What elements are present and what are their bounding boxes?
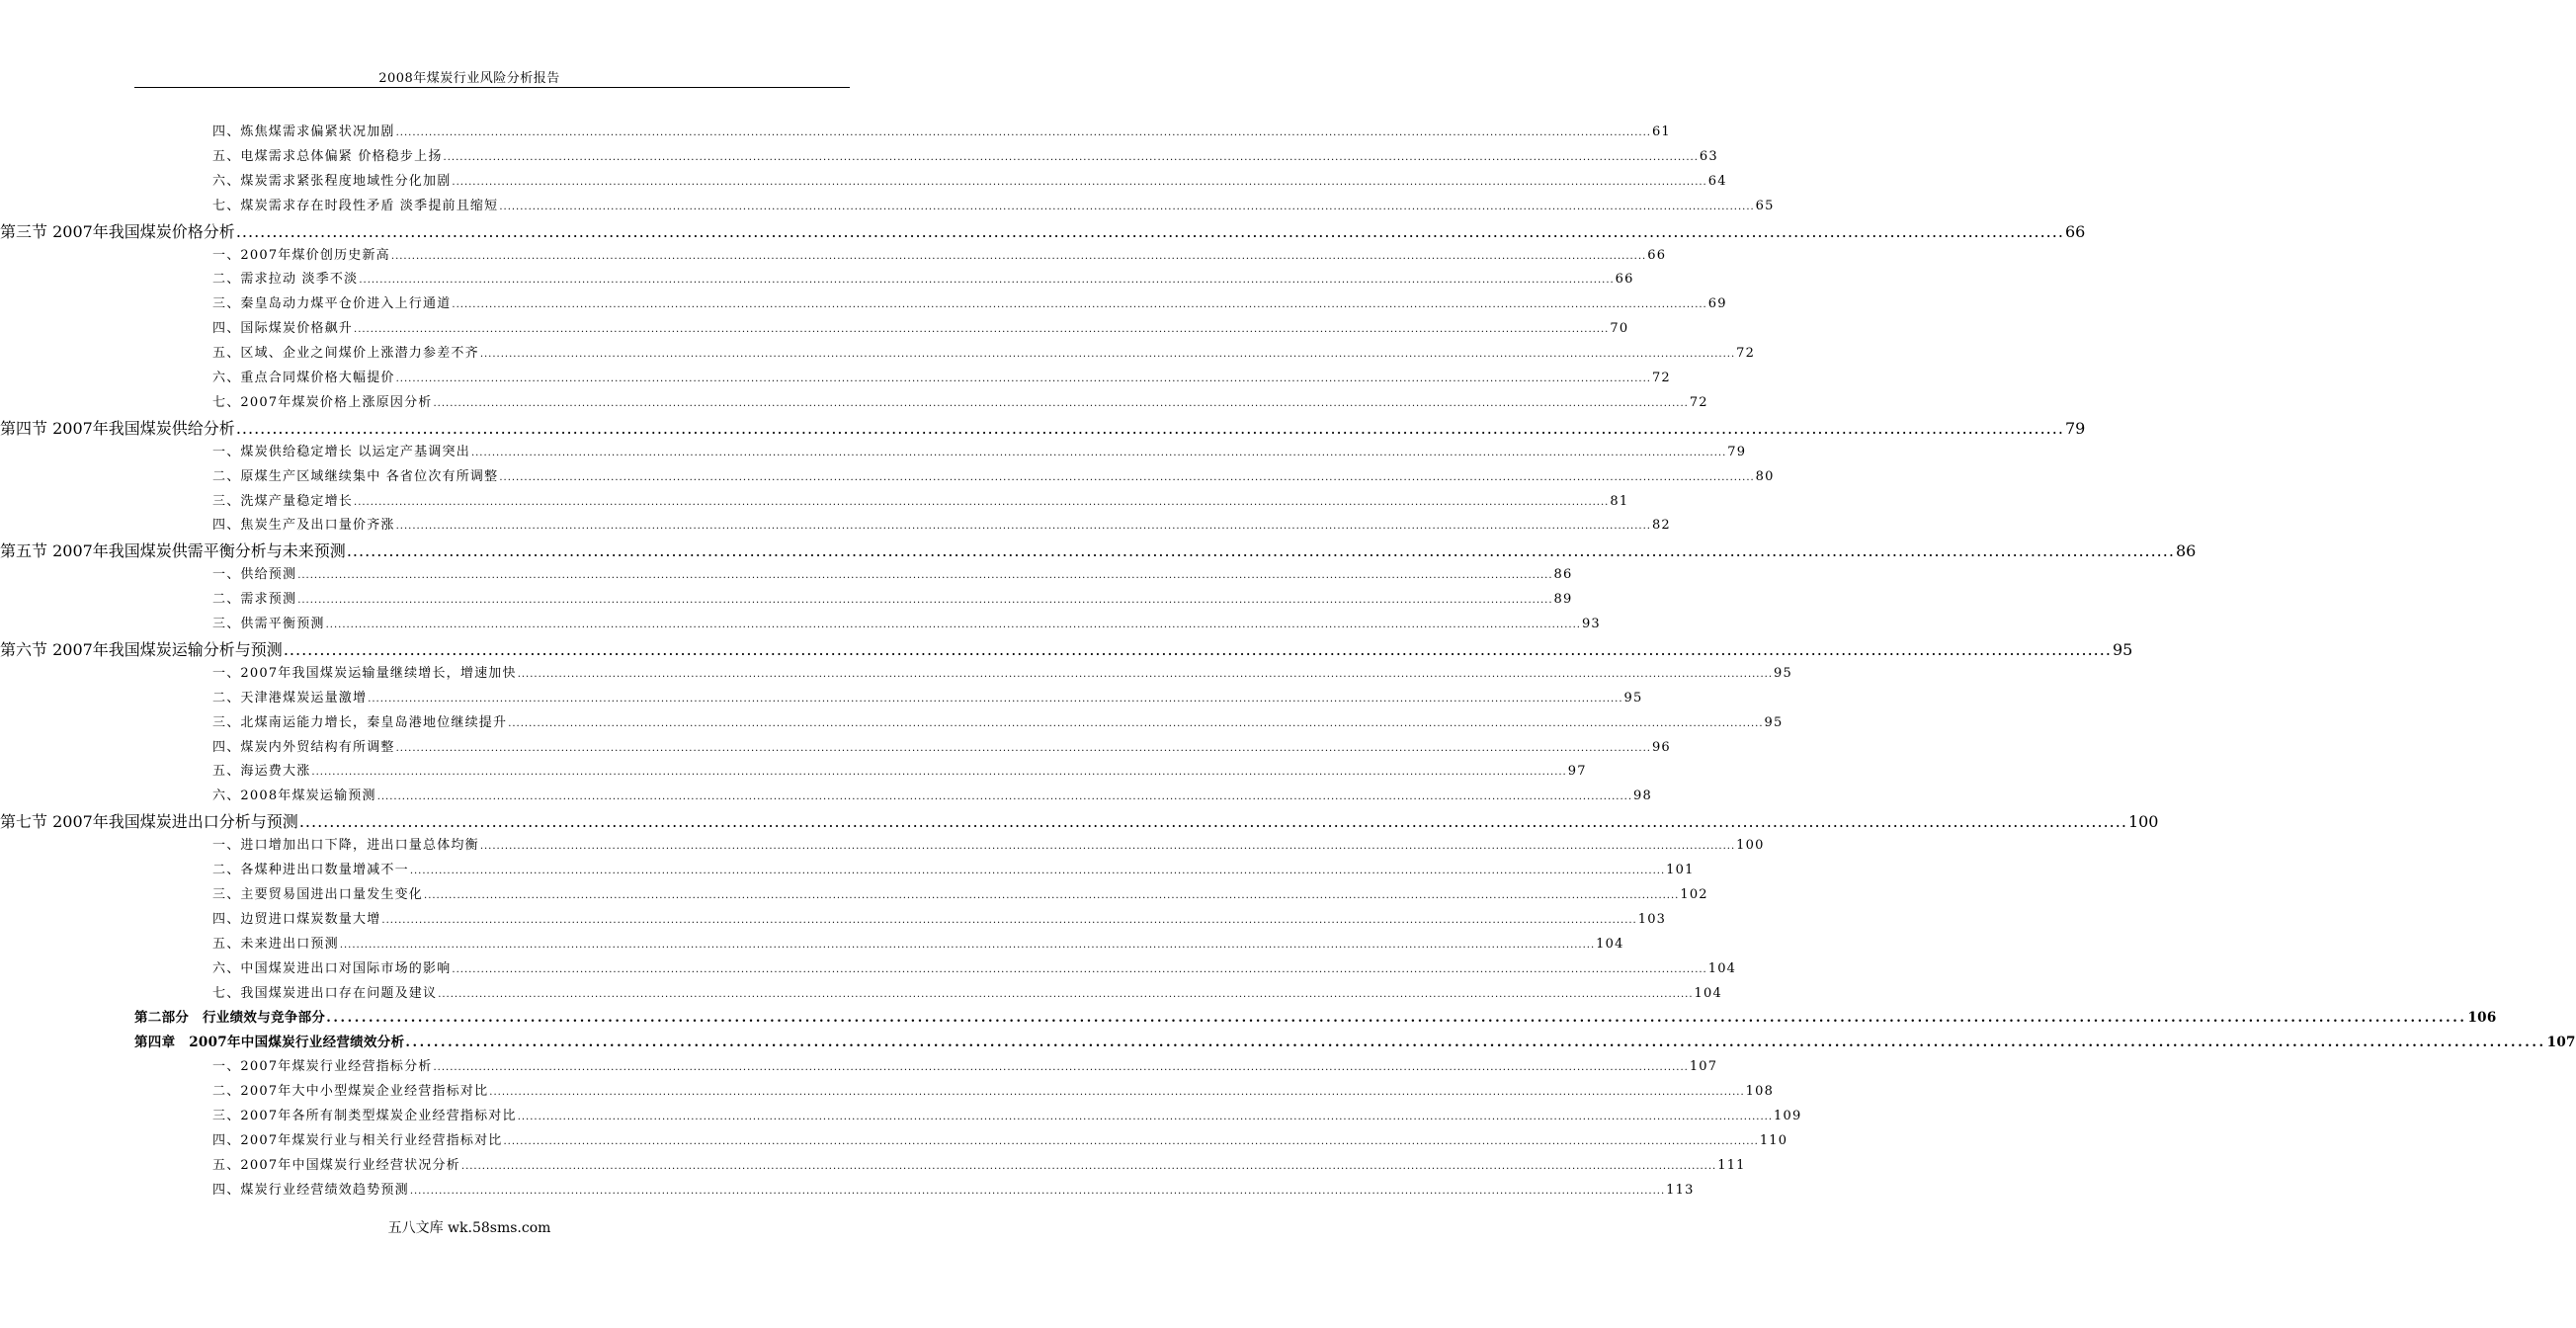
toc-page-number: 100 <box>2127 812 2159 832</box>
toc-dot-leader <box>480 349 1735 361</box>
toc-dot-leader <box>297 595 1552 607</box>
toc-dot-leader <box>499 472 1754 484</box>
toc-item-entry[interactable] <box>212 1129 1788 1148</box>
toc-item-entry[interactable] <box>212 170 1727 189</box>
toc-page-number: 79 <box>2064 418 2086 438</box>
page-footer: 五八文库 wk.58sms.com <box>387 1220 551 1236</box>
toc-dot-leader <box>452 177 1706 189</box>
toc-item-entry[interactable] <box>212 883 1708 902</box>
toc-item-entry[interactable] <box>212 441 1747 459</box>
toc-page-number: 95 <box>1764 714 1784 730</box>
toc-entry-title: 五、海运费大涨 <box>212 764 311 780</box>
toc-item-entry[interactable] <box>212 982 1722 1001</box>
toc-dot-leader <box>391 251 1646 263</box>
toc-entry-title: 三、北煤南运能力增长，秦皇岛港地位继续提升 <box>212 714 508 730</box>
toc-page-number: 65 <box>1755 198 1775 213</box>
toc-entry-title: 第六节 2007年我国煤炭运输分析与预测 <box>0 639 283 659</box>
toc-entry-title: 第四节 2007年我国煤炭供给分析 <box>0 418 235 438</box>
toc-dot-leader <box>396 127 1651 139</box>
toc-page-number: 79 <box>1727 444 1747 459</box>
toc-page-number: 66 <box>1647 247 1667 263</box>
toc-item-entry[interactable] <box>212 1080 1775 1100</box>
toc-page-number: 108 <box>1745 1084 1775 1100</box>
toc-dot-leader <box>452 299 1706 311</box>
toc-dot-leader <box>489 1087 1744 1099</box>
toc-item-entry[interactable] <box>212 687 1643 706</box>
toc-page-number: 95 <box>1774 665 1792 681</box>
toc-entry-title: 三、供需平衡预测 <box>212 617 325 631</box>
toc-entry-title: 一、2007年煤炭行业经营指标分析 <box>212 1059 433 1075</box>
toc-item-entry[interactable] <box>212 711 1784 730</box>
toc-entry-title: 五、电煤需求总体偏紧 价格稳步上扬 <box>212 148 443 164</box>
toc-page-number: 111 <box>1717 1157 1746 1173</box>
toc-entry-title: 一、2007年煤价创历史新高 <box>212 247 390 263</box>
toc-section-entry[interactable] <box>0 539 2196 561</box>
toc-page-number: 69 <box>1707 296 1727 312</box>
toc-entry-title: 五、2007年中国煤炭行业经营状况分析 <box>212 1157 460 1173</box>
toc-dot-leader <box>359 275 1614 287</box>
toc-page-number: 80 <box>1755 468 1775 484</box>
toc-entry-title: 二、各煤种进出口数量增减不一 <box>212 863 409 877</box>
toc-entry-title: 六、2008年煤炭运输预测 <box>212 788 376 804</box>
toc-section-entry[interactable] <box>0 416 2085 439</box>
toc-dot-leader <box>508 718 1763 730</box>
toc-dot-leader <box>452 964 1706 976</box>
toc-dot-leader <box>396 521 1651 533</box>
toc-dot-leader <box>424 890 1679 902</box>
toc-dot-leader <box>444 152 1699 164</box>
toc-entry-title: 第二部分 行业绩效与竞争部分 <box>134 1010 326 1027</box>
toc-page-number: 102 <box>1680 886 1708 902</box>
toc-item-entry[interactable] <box>212 908 1667 927</box>
toc-entry-title: 一、煤炭供给稳定增长 以运定产基调突出 <box>212 444 470 459</box>
toc-page-number: 89 <box>1553 592 1573 608</box>
toc-page-number: 72 <box>1689 394 1708 410</box>
toc-entry-title: 第三节 2007年我国煤炭价格分析 <box>0 221 235 241</box>
toc-page-number: 95 <box>2112 639 2133 659</box>
toc-dot-leader <box>354 497 1609 509</box>
toc-dot-leader <box>340 940 1595 952</box>
toc-item-entry[interactable] <box>212 662 1792 681</box>
toc-entry-title: 七、2007年煤炭价格上涨原因分析 <box>212 394 433 410</box>
toc-dot-leader <box>396 743 1651 755</box>
toc-dot-leader <box>326 620 1581 631</box>
toc-page-number: 107 <box>1689 1059 1718 1075</box>
toc-entry-title: 五、区域、企业之间煤价上涨潜力参差不齐 <box>212 346 479 362</box>
toc-dot-leader <box>236 419 2064 438</box>
toc-page-number: 107 <box>2546 1035 2576 1051</box>
toc-dot-leader <box>471 448 1726 459</box>
toc-entry-title: 一、2007年我国煤炭运输量继续增长，增速加快 <box>212 665 517 681</box>
toc-dot-leader <box>518 669 1773 681</box>
toc-entry-title: 三、洗煤产量稳定增长 <box>212 493 354 509</box>
toc-entry-title: 三、秦皇岛动力煤平仓价进入上行通道 <box>212 296 452 312</box>
toc-dot-leader <box>236 222 2064 241</box>
toc-page-number: 64 <box>1707 173 1727 189</box>
toc-section-entry[interactable] <box>0 809 2158 832</box>
toc-item-entry[interactable] <box>212 1154 1746 1173</box>
toc-section-entry[interactable] <box>0 637 2132 660</box>
toc-item-entry[interactable] <box>212 292 1727 312</box>
toc-dot-leader <box>503 1136 1758 1148</box>
toc-item-entry[interactable] <box>212 1105 1802 1123</box>
toc-item-entry[interactable] <box>212 121 1671 139</box>
toc-dot-leader <box>410 1186 1665 1198</box>
toc-item-entry[interactable] <box>212 195 1775 213</box>
toc-item-entry[interactable] <box>212 490 1629 509</box>
toc-entry-title: 四、炼焦煤需求偏紧状况加剧 <box>212 124 395 139</box>
toc-item-entry[interactable] <box>212 317 1629 337</box>
toc-dot-leader <box>326 1011 2466 1027</box>
toc-item-entry[interactable] <box>212 785 1652 804</box>
toc-dot-leader <box>354 324 1609 336</box>
toc-dot-leader <box>377 791 1632 803</box>
toc-entry-title: 一、进口增加出口下降，进出口量总体均衡 <box>212 838 479 854</box>
toc-item-entry[interactable] <box>212 933 1624 952</box>
toc-item-entry[interactable] <box>212 367 1671 385</box>
toc-item-entry[interactable] <box>212 465 1775 484</box>
toc-entry-title: 六、煤炭需求紧张程度地域性分化加剧 <box>212 173 452 189</box>
toc-page-number: 61 <box>1651 124 1671 139</box>
toc-dot-leader <box>461 1161 1716 1173</box>
toc-entry-title: 二、天津港煤炭运量激增 <box>212 690 368 706</box>
toc-item-entry[interactable] <box>212 342 1756 362</box>
toc-dot-leader <box>299 812 2127 831</box>
toc-item-entry[interactable] <box>212 588 1573 608</box>
toc-dot-leader <box>381 915 1636 927</box>
toc-page-number: 86 <box>1553 567 1573 583</box>
toc-entry-title: 第七节 2007年我国煤炭进出口分析与预测 <box>0 812 298 832</box>
toc-entry-title: 四、煤炭行业经营绩效趋势预测 <box>212 1182 409 1198</box>
page-header-title: 2008年煤炭行业风险分析报告 <box>378 71 560 86</box>
toc-page-number: 63 <box>1699 148 1718 164</box>
toc-section-entry[interactable] <box>0 219 2085 242</box>
toc-page-number: 95 <box>1623 690 1643 706</box>
toc-entry-title: 四、煤炭内外贸结构有所调整 <box>212 739 395 755</box>
toc-dot-leader <box>311 767 1566 779</box>
toc-item-entry[interactable] <box>212 145 1718 164</box>
toc-item-entry[interactable] <box>212 1055 1718 1075</box>
toc-entry-title: 四、2007年煤炭行业与相关行业经营指标对比 <box>212 1132 503 1148</box>
toc-entry-title: 三、2007年各所有制类型煤炭企业经营指标对比 <box>212 1109 517 1123</box>
toc-dot-leader <box>480 841 1735 853</box>
toc-dot-leader <box>347 541 2175 560</box>
toc-page-number: 72 <box>1736 346 1756 362</box>
toc-dot-leader <box>396 374 1651 385</box>
toc-dot-leader <box>518 1112 1773 1123</box>
toc-entry-title: 二、需求拉动 淡季不淡 <box>212 272 359 288</box>
toc-entry-title: 五、未来进出口预测 <box>212 936 339 952</box>
toc-part-entry[interactable] <box>134 1006 2497 1027</box>
toc-item-entry[interactable] <box>212 834 1765 854</box>
toc-page-number: 101 <box>1666 863 1695 877</box>
toc-item-entry[interactable] <box>212 859 1695 877</box>
toc-page-number: 104 <box>1694 985 1722 1001</box>
toc-page-number: 97 <box>1567 764 1587 780</box>
toc-item-entry[interactable] <box>212 268 1634 288</box>
toc-page-number: 66 <box>1615 272 1634 288</box>
toc-page-number: 104 <box>1707 960 1737 976</box>
toc-page-number: 96 <box>1651 739 1671 755</box>
toc-item-entry[interactable] <box>212 391 1708 410</box>
toc-dot-leader <box>438 989 1693 1001</box>
toc-item-entry[interactable] <box>212 613 1601 631</box>
toc-page-number: 113 <box>1666 1182 1695 1198</box>
toc-page-number: 106 <box>2467 1010 2497 1027</box>
toc-dot-leader <box>433 398 1688 410</box>
toc-dot-leader <box>405 1036 2545 1051</box>
toc-entry-title: 第四章 2007年中国煤炭行业经营绩效分析 <box>134 1035 405 1051</box>
toc-entry-title: 六、中国煤炭进出口对国际市场的影响 <box>212 960 452 976</box>
toc-page-number: 98 <box>1633 788 1652 804</box>
toc-entry-title: 第五节 2007年我国煤炭供需平衡分析与未来预测 <box>0 541 346 561</box>
toc-entry-title: 七、我国煤炭进出口存在问题及建议 <box>212 985 438 1001</box>
toc-page-number: 86 <box>2175 541 2197 561</box>
toc-page-number: 81 <box>1610 493 1629 509</box>
toc-entry-title: 四、边贸进口煤炭数量大增 <box>212 911 381 927</box>
toc-dot-leader <box>297 570 1552 582</box>
toc-part-entry[interactable] <box>134 1031 2576 1051</box>
toc-page-number: 93 <box>1581 617 1601 631</box>
toc-item-entry[interactable] <box>212 514 1671 534</box>
toc-item-entry[interactable] <box>212 957 1737 976</box>
toc-entry-title: 二、原煤生产区域继续集中 各省位次有所调整 <box>212 468 499 484</box>
toc-page-number: 110 <box>1759 1132 1788 1148</box>
toc-entry-title: 四、国际煤炭价格飙升 <box>212 321 354 337</box>
toc-entry-title: 七、煤炭需求存在时段性矛盾 淡季提前且缩短 <box>212 198 499 213</box>
toc-dot-leader <box>368 694 1622 706</box>
toc-item-entry[interactable] <box>212 760 1587 780</box>
toc-entry-title: 二、2007年大中小型煤炭企业经营指标对比 <box>212 1084 489 1100</box>
toc-page-number: 66 <box>2064 221 2086 241</box>
toc-page-number: 109 <box>1774 1109 1802 1123</box>
toc-page-number: 104 <box>1596 936 1624 952</box>
toc-page-number: 70 <box>1610 321 1629 337</box>
toc-item-entry[interactable] <box>212 244 1667 263</box>
toc-page-number: 100 <box>1736 838 1765 854</box>
toc-page-number: 82 <box>1651 518 1671 534</box>
toc-item-entry[interactable] <box>212 736 1671 755</box>
toc-dot-leader <box>499 202 1754 213</box>
toc-entry-title: 四、焦炭生产及出口量价齐涨 <box>212 518 395 534</box>
toc-entry-title: 六、重点合同煤价格大幅提价 <box>212 371 395 385</box>
toc-entry-title: 二、需求预测 <box>212 592 297 608</box>
toc-page-number: 72 <box>1651 371 1671 385</box>
toc-item-entry[interactable] <box>212 1179 1695 1198</box>
toc-dot-leader <box>410 866 1665 877</box>
toc-item-entry[interactable] <box>212 563 1573 583</box>
toc-dot-leader <box>433 1062 1688 1074</box>
toc-entry-title: 三、主要贸易国进出口量发生变化 <box>212 886 424 902</box>
toc-page-number: 103 <box>1637 911 1667 927</box>
toc-dot-leader <box>284 640 2112 659</box>
toc-entry-title: 一、供给预测 <box>212 567 297 583</box>
